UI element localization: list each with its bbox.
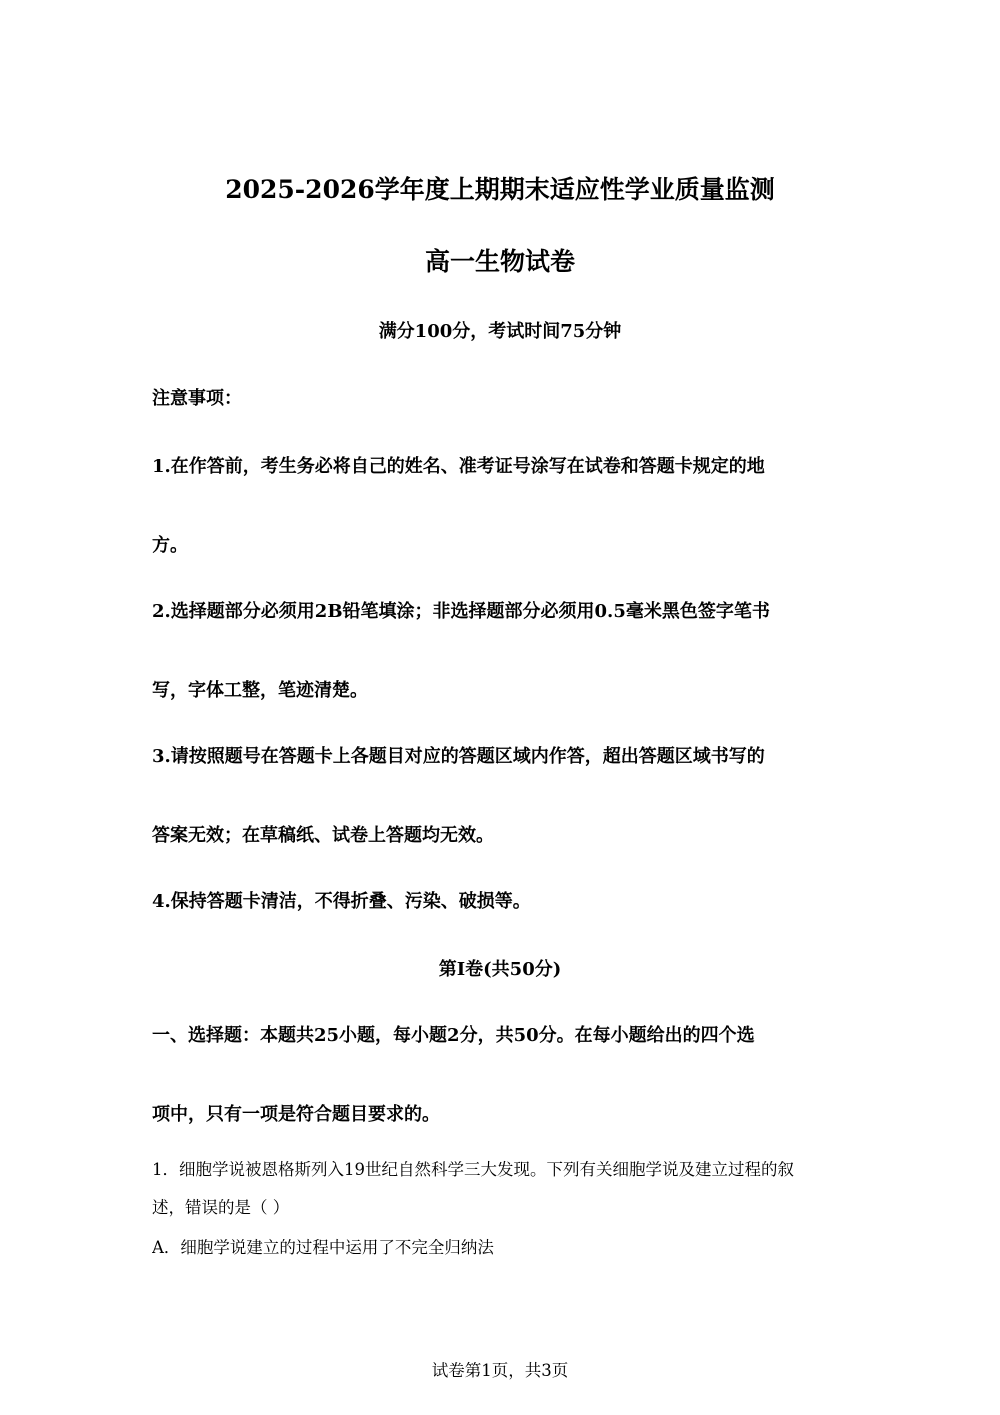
notice-line: 3.请按照题号在答题卡上各题目对应的答题区域内作答，超出答题区域书写的 <box>152 746 765 767</box>
notice-line: 写，字体工整，笔迹清楚。 <box>152 680 368 701</box>
notice-heading: 注意事项： <box>152 388 242 409</box>
exam-meta: 满分100分，考试时间75分钟 <box>378 321 622 342</box>
section-instruction: 项中，只有一项是符合题目要求的。 <box>152 1104 440 1125</box>
exam-title: 2025-2026学年度上期期末适应性学业质量监测 <box>225 175 775 204</box>
notice-line: 2.选择题部分必须用2B铅笔填涂；非选择题部分必须用0.5毫米黑色签字笔书 <box>152 601 770 622</box>
exam-subtitle: 高一生物试卷 <box>424 247 575 276</box>
notice-line: 答案无效；在草稿纸、试卷上答题均无效。 <box>152 825 494 846</box>
page-footer: 试卷第1页，共3页 <box>431 1361 569 1380</box>
section-instruction: 一、选择题：本题共25小题，每小题2分，共50分。在每小题给出的四个选 <box>152 1025 755 1046</box>
question-option-a: A．细胞学说建立的过程中运用了不完全归纳法 <box>152 1238 494 1257</box>
notice-line: 1.在作答前，考生务必将自己的姓名、准考证号涂写在试卷和答题卡规定的地 <box>152 456 765 477</box>
notice-line: 方。 <box>152 535 188 556</box>
section-title: 第Ⅰ卷(共50分) <box>438 959 562 980</box>
question-stem: 述，错误的是（ ） <box>152 1198 290 1217</box>
question-stem: 1．细胞学说被恩格斯列入19世纪自然科学三大发现。下列有关细胞学说及建立过程的叙 <box>152 1160 794 1179</box>
notice-line: 4.保持答题卡清洁，不得折叠、污染、破损等。 <box>152 891 531 912</box>
